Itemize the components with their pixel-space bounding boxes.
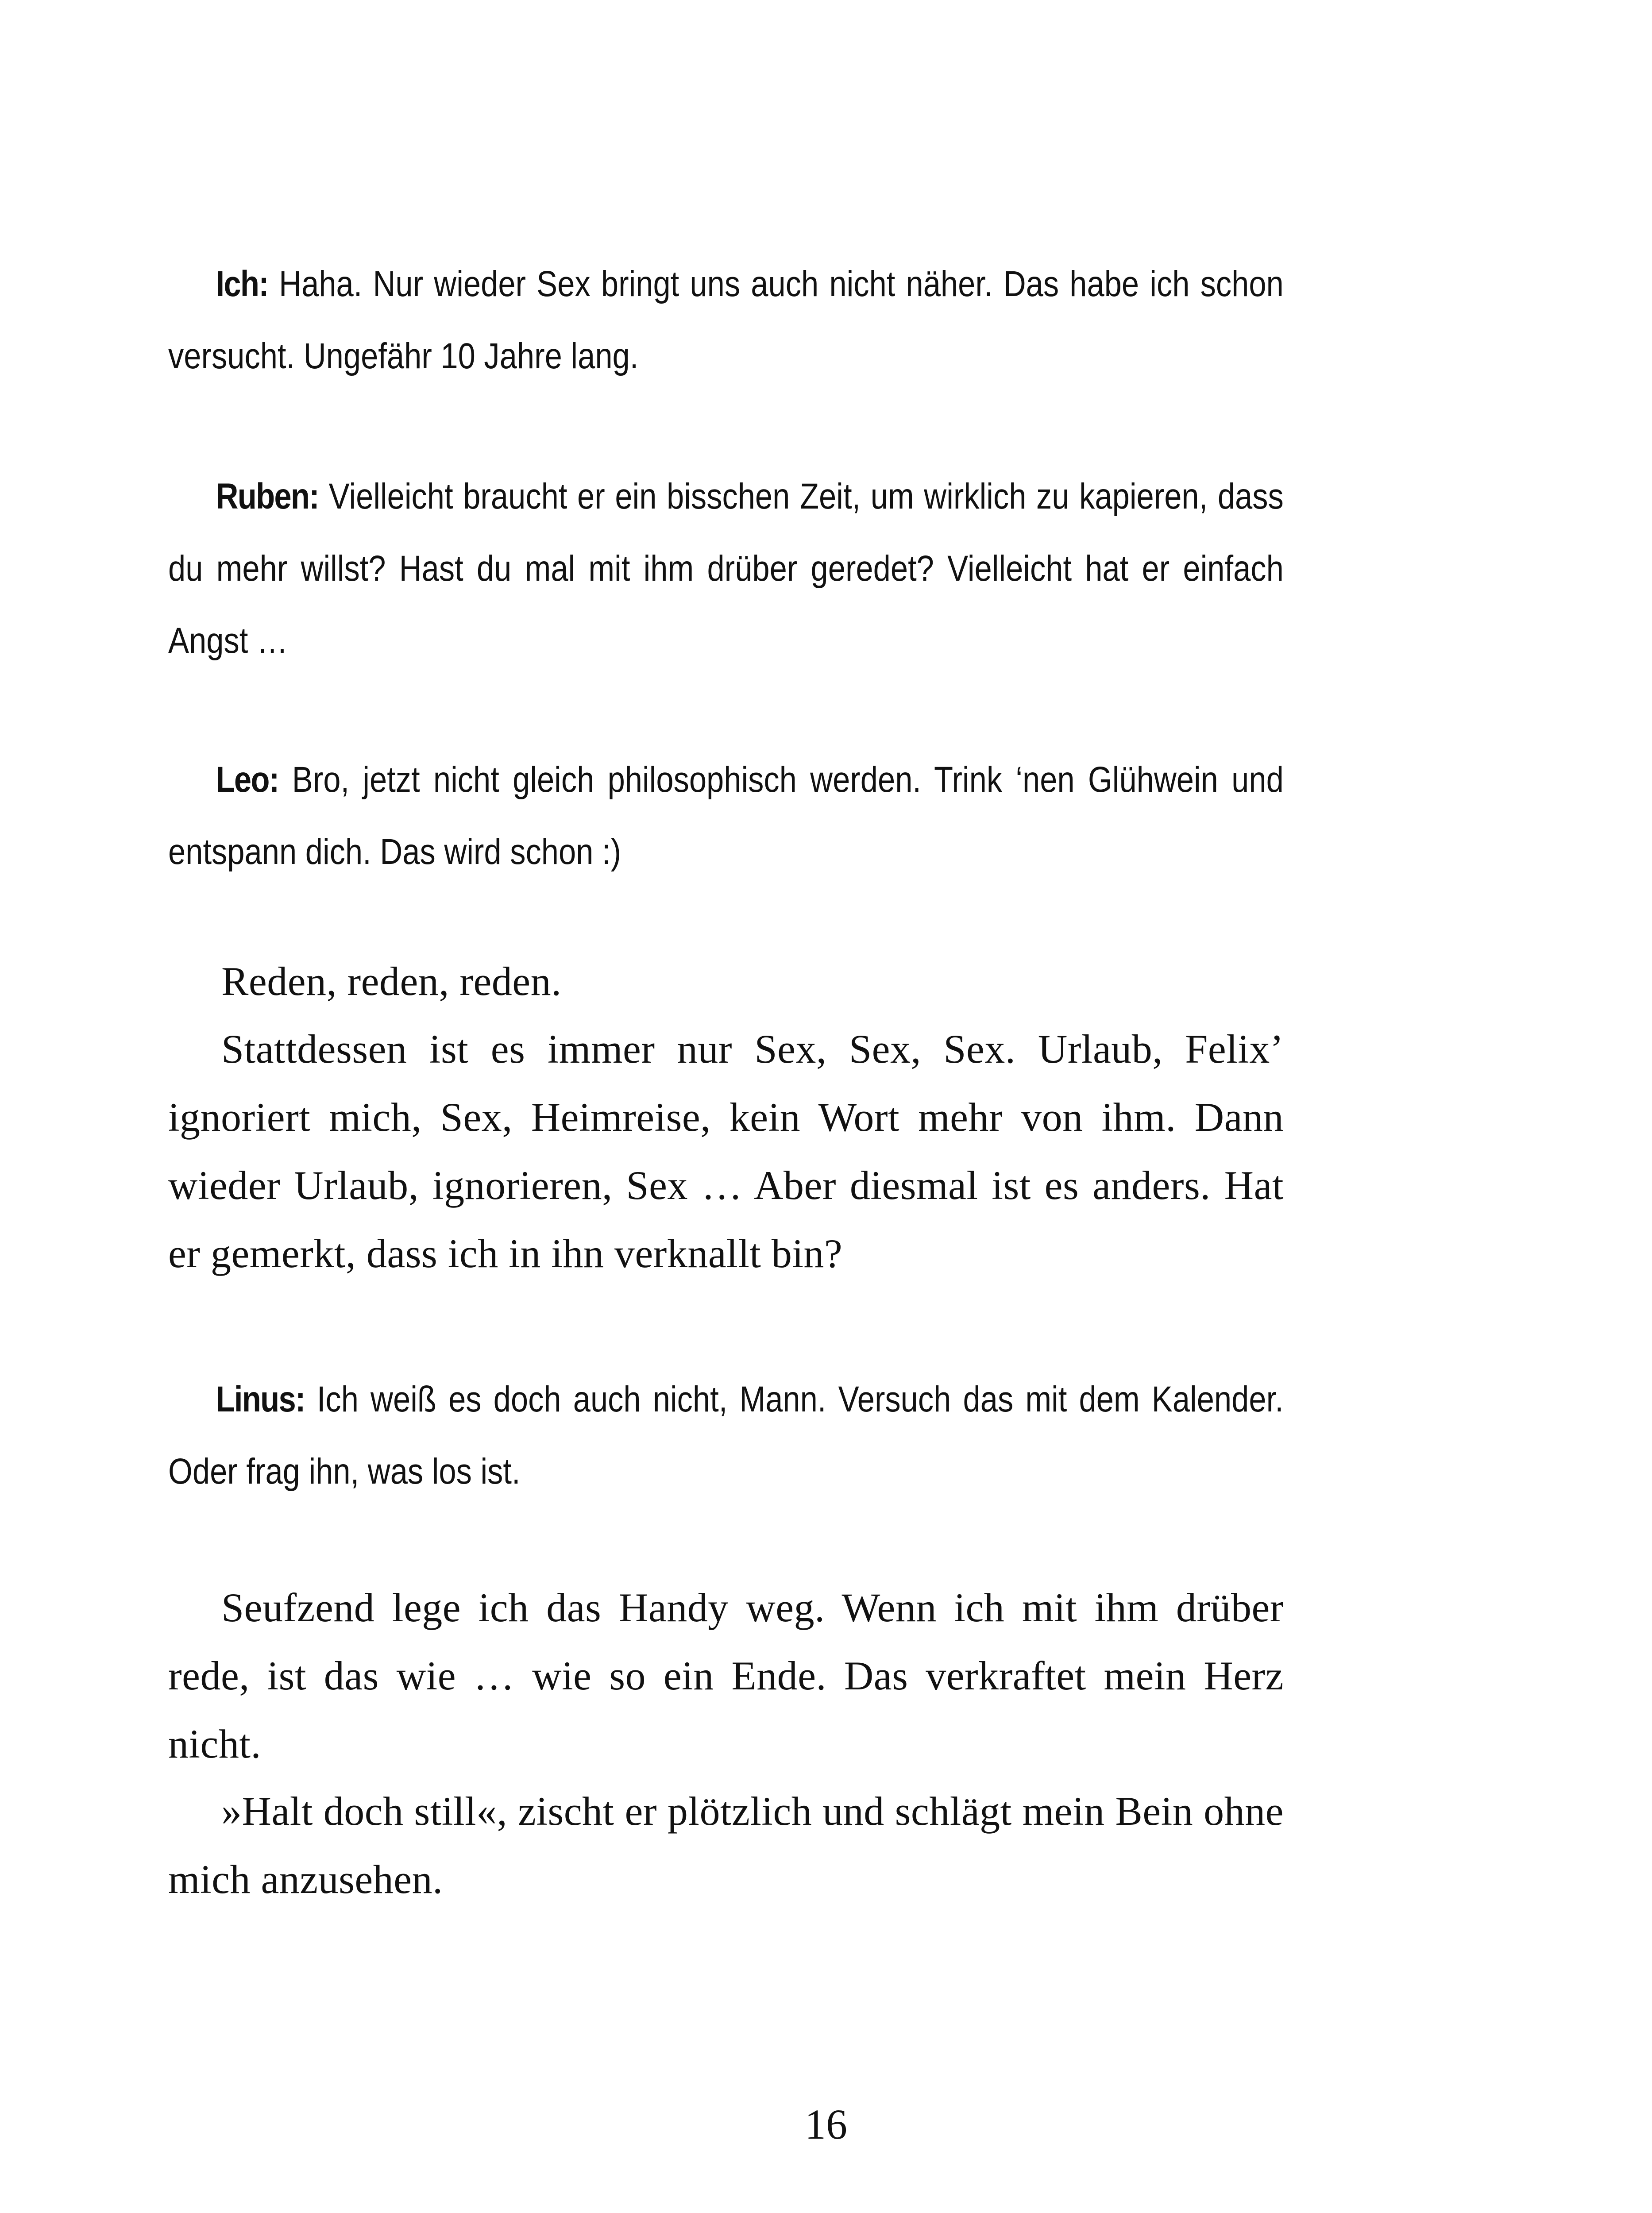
- speaker-label: Ich:: [216, 264, 269, 304]
- message-text: Vielleicht braucht er ein bisschen Zeit, um wirklich zu kapieren, dass du mehr willst? Hast du mal mit ihm drüber geredet? Vielleicht hat er einfach Angst …: [168, 476, 1284, 661]
- chat-message-leo: [168, 744, 1284, 888]
- chat-message-linus: [168, 1363, 1284, 1507]
- speaker-label: Linus:: [216, 1379, 305, 1419]
- prose-paragraph: Seufzend lege ich das Handy weg. Wenn ich mit ihm drüber rede, ist das wie … wie so ein Ende. Das verkraftet mein Herz nicht.: [168, 1585, 1284, 1766]
- message-text: Haha. Nur wieder Sex bringt uns auch nicht näher. Das habe ich schon versucht. Ungefähr 10 Jahre lang.: [168, 264, 1284, 376]
- prose-paragraph: »Halt doch still«, zischt er plötzlich und schlägt mein Bein ohne mich anzusehen.: [168, 1789, 1284, 1902]
- speaker-label: Leo:: [216, 760, 279, 800]
- chat-message-ich: [168, 248, 1284, 392]
- speaker-label: Ruben:: [216, 476, 319, 517]
- message-text: Ich weiß es doch auch nicht, Mann. Versuch das mit dem Kalender. Oder frag ihn, was los ist.: [168, 1379, 1284, 1492]
- chat-message-ruben: [168, 460, 1284, 677]
- message-text: Bro, jetzt nicht gleich philosophisch werden. Trink ‘nen Glühwein und entspann dich. Das wird schon :): [168, 760, 1284, 872]
- page-number: 16: [805, 2101, 847, 2148]
- prose-paragraph: Reden, reden, reden.: [221, 959, 562, 1004]
- prose-paragraph: Stattdessen ist es immer nur Sex, Sex, Sex. Urlaub, Felix’ ignoriert mich, Sex, Heimreise, kein Wort mehr von ihm. Dann wieder Urlaub, ignorieren, Sex … Aber diesmal ist es anders. Hat er gemerkt, dass ich in ihn verknallt bin?: [168, 1026, 1284, 1276]
